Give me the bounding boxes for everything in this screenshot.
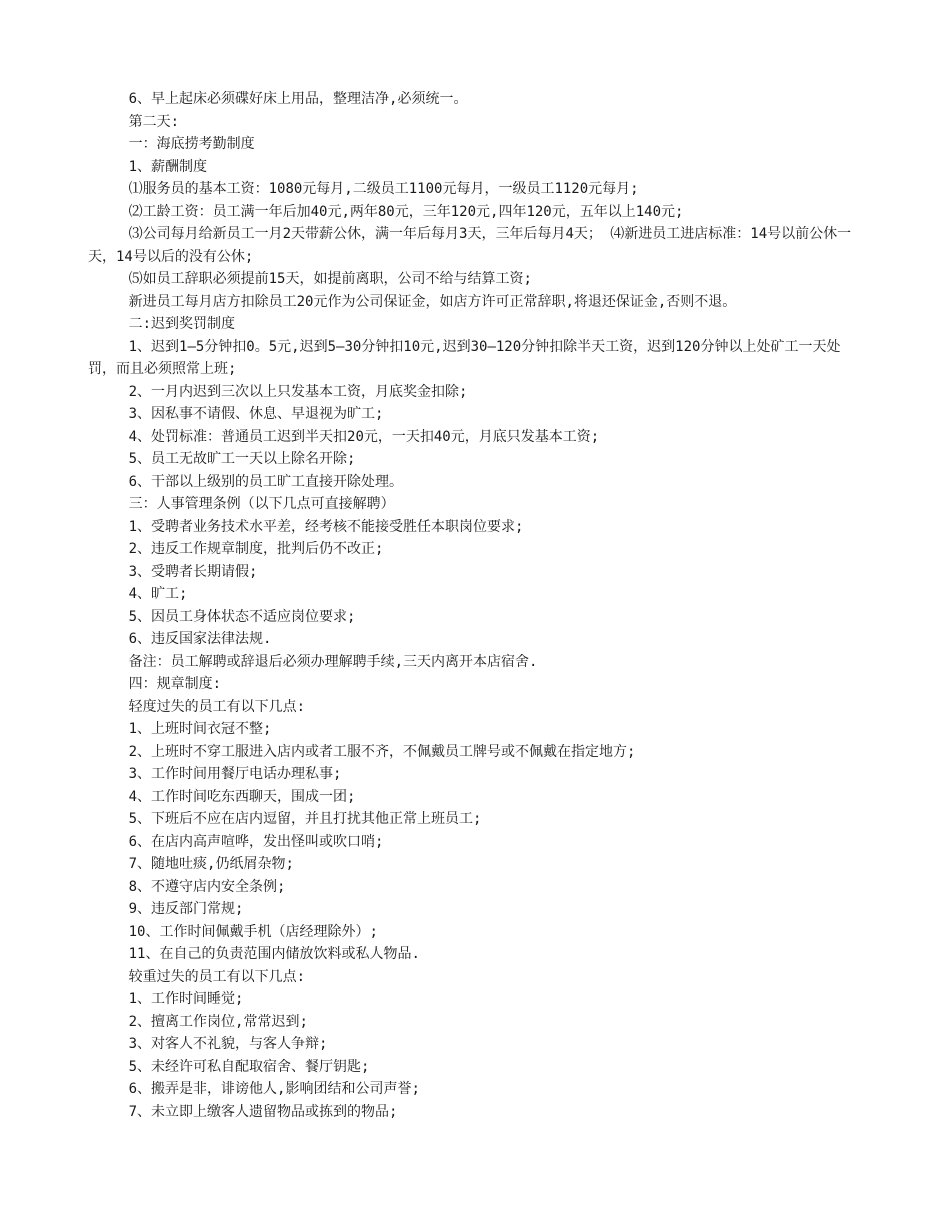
paragraph: 4、工作时间吃东西聊天，围成一团; <box>128 788 356 805</box>
paragraph: 9、违反部门常规; <box>128 901 244 917</box>
paragraph: 3、对客人不礼貌，与客人争辩; <box>128 1036 328 1052</box>
paragraph: 5、员工无故旷工一天以上除名开除; <box>128 451 356 467</box>
paragraph: ⑸如员工辞职必须提前15天，如提前离职，公司不给与结算工资; <box>128 271 532 287</box>
paragraph: 10、工作时间佩戴手机（店经理除外）; <box>128 923 378 940</box>
paragraph: 4、处罚标准：普通员工迟到半天扣20元，一天扣40元，月底只发基本工资; <box>128 428 600 445</box>
paragraph: 11、在自己的负责范围内储放饮料或私人物品. <box>128 946 420 962</box>
paragraph: 2、上班时不穿工服进入店内或者工服不齐，不佩戴员工牌号或不佩戴在指定地方; <box>128 743 636 760</box>
paragraph: ⑴服务员的基本工资：1080元每月,二级员工1100元每月，一级员工1120元每月; <box>128 181 639 197</box>
paragraph: 6、早上起床必须碟好床上用品，整理洁净,必须统一。 <box>128 91 468 107</box>
paragraph: 3、工作时间用餐厅电话办理私事; <box>128 766 342 782</box>
paragraph: 6、干部以上级别的员工旷工直接开除处理。 <box>128 473 404 490</box>
paragraph: 7、未立即上缴客人遗留物品或拣到的物品; <box>128 1103 398 1120</box>
paragraph: 6、在店内高声喧哗，发出怪叫或吹口哨; <box>128 833 384 850</box>
paragraph: 5、下班后不应在店内逗留，并且打扰其他正常上班员工; <box>128 811 482 827</box>
paragraph: ⑶公司每月给新员工一月2天带薪公休，满一年后每月3天，三年后每月4天； ⑷新进员工进店标准：14号以前公休一天，14号以后的没有公休; <box>88 226 852 265</box>
paragraph: 第二天: <box>128 113 180 130</box>
paragraph: 4、旷工; <box>128 586 188 602</box>
paragraph: 轻度过失的员工有以下几点: <box>128 698 306 715</box>
paragraph: 1、工作时间睡觉; <box>128 991 244 1007</box>
paragraph: 1、上班时间衣冠不整; <box>128 721 272 737</box>
paragraph: 3、受聘者长期请假; <box>128 563 258 580</box>
paragraph: 6、违反国家法律法规. <box>128 631 272 647</box>
paragraph: 3、因私事不请假、休息、早退视为旷工; <box>128 406 384 422</box>
paragraph: 2、一月内迟到三次以上只发基本工资，月底奖金扣除; <box>128 383 468 400</box>
section-heading: 四：规章制度: <box>128 676 222 692</box>
paragraph: 2、擅离工作岗位,常常迟到; <box>128 1013 308 1030</box>
paragraph: 1、薪酬制度 <box>128 158 208 175</box>
paragraph: 6、搬弄是非，诽谤他人,影响团结和公司声誉; <box>128 1081 420 1097</box>
paragraph: 新进员工每月店方扣除员工20元作为公司保证金，如店方许可正常辞职,将退还保证金,否则不退。 <box>128 293 737 310</box>
paragraph: 较重过失的员工有以下几点: <box>128 968 306 985</box>
section-heading: 一：海底捞考勤制度 <box>128 136 255 152</box>
section-heading: 三：人事管理条例（以下几点可直接解聘） <box>128 496 395 512</box>
paragraph: 2、违反工作规章制度，批判后仍不改正; <box>128 541 384 557</box>
section-heading: 二:迟到奖罚制度 <box>128 316 236 332</box>
paragraph: 备注：员工解聘或辞退后必须办理解聘手续,三天内离开本店宿舍. <box>128 653 538 670</box>
paragraph: 1、受聘者业务技术水平差，经考核不能接受胜任本职岗位要求; <box>128 518 524 535</box>
paragraph: ⑵工龄工资：员工满一年后加40元,两年80元，三年120元,四年120元，五年以上140元; <box>128 203 684 220</box>
paragraph: 1、迟到1—5分钟扣0。5元,迟到5—30分钟扣10元,迟到30—120分钟扣除半天工资，迟到120分钟以上处矿工一天处罚，而且必须照常上班; <box>88 338 841 377</box>
paragraph: 5、因员工身体状态不适应岗位要求; <box>128 608 356 625</box>
document-body <box>88 88 862 1123</box>
paragraph: 8、不遵守店内安全条例; <box>128 878 286 895</box>
paragraph: 5、未经许可私自配取宿舍、餐厅钥匙; <box>128 1058 370 1075</box>
paragraph: 7、随地吐痰,仍纸屑杂物; <box>128 856 294 872</box>
